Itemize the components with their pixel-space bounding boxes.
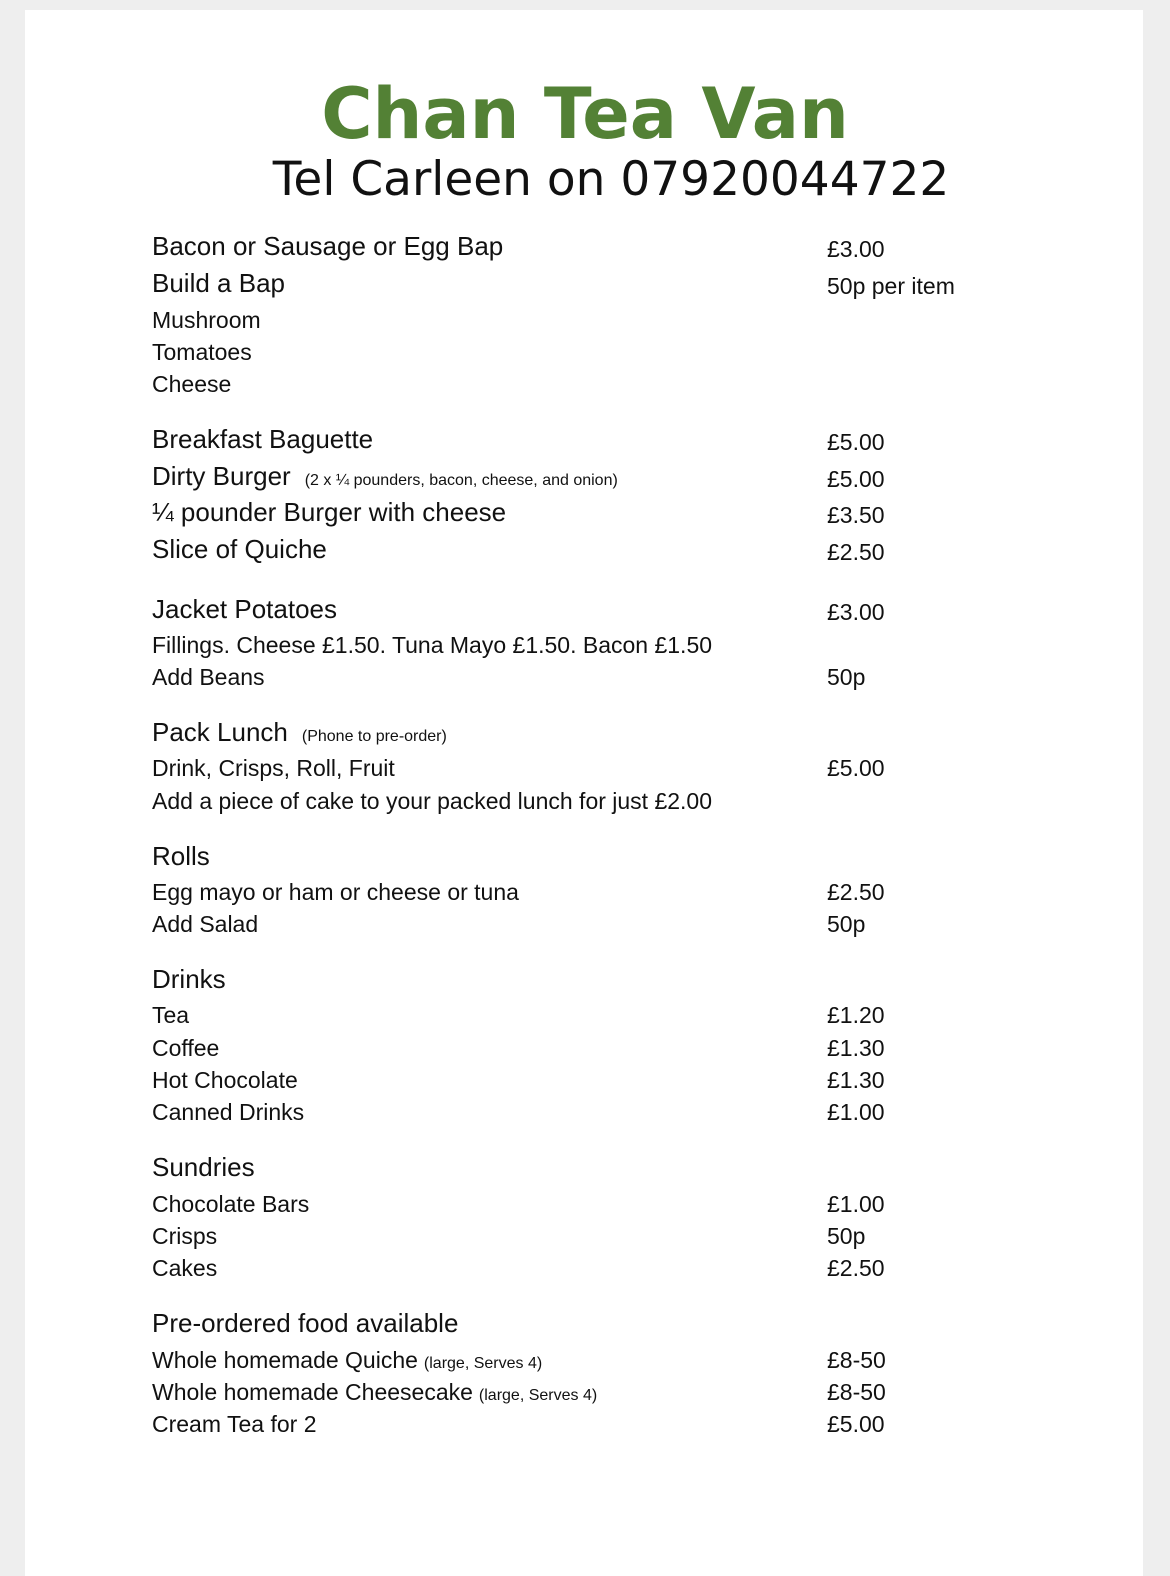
item-name: Coffee [152,1034,220,1061]
item-price: £1.00 [827,1098,885,1125]
menu-item [152,1219,1012,1249]
item-price: £3.50 [827,501,885,528]
item-name [152,718,447,748]
item-price: £3.00 [827,598,885,625]
item-note: (large, Serves 4) [478,1386,598,1404]
page-title: Chan Tea Van [321,73,849,155]
item-name: Drinks [152,964,226,995]
item-name: ¼ pounder Burger with cheese [152,497,507,528]
item-name: Rolls [152,841,210,872]
menu-item [152,1063,1012,1093]
menu-item [152,1031,1012,1061]
menu-item [152,425,1012,455]
menu-item [152,1407,1012,1437]
menu-item [152,269,1012,299]
item-name [152,462,618,492]
item-price: 50p [827,1222,866,1249]
item-price: £8-50 [827,1346,886,1373]
item-name-text: Dirty Burger [152,461,291,492]
item-name: Tomatoes [152,338,252,365]
item-price: £5.00 [827,1410,885,1437]
item-price: £8-50 [827,1378,886,1405]
menu-item [152,628,1012,658]
item-name: Cakes [152,1254,218,1281]
menu-item [152,1343,1012,1373]
item-price: £1.20 [827,1001,885,1028]
item-price: 50p [827,663,866,690]
item-name: Add a piece of cake to your packed lunch for just £2.00 [152,787,713,814]
item-name: Add Salad [152,910,259,937]
item-price: £2.50 [827,878,885,905]
menu-section-heading [152,1309,1012,1339]
menu-item [152,751,1012,781]
item-name: Tea [152,1001,190,1028]
menu-section-heading [152,965,1012,995]
item-name: Drink, Crisps, Roll, Fruit [152,754,395,781]
menu-item [152,335,1012,365]
item-price: £1.30 [827,1034,885,1061]
item-name: Egg mayo or ham or cheese or tuna [152,878,519,905]
item-note: (Phone to pre-order) [301,728,447,746]
item-price: £5.00 [827,465,885,492]
item-name: Jacket Potatoes [152,594,337,625]
menu-section-heading [152,842,1012,872]
menu-item [152,1251,1012,1281]
menu-item [152,907,1012,937]
item-name: Slice of Quiche [152,534,327,565]
item-price: £1.30 [827,1066,885,1093]
item-name-text: Whole homemade Quiche [152,1346,418,1373]
menu-item [152,232,1012,262]
menu-item [152,498,1012,528]
menu-item [152,784,1012,814]
item-price: £3.00 [827,235,885,262]
menu-item [152,660,1012,690]
item-price: £2.50 [827,1254,885,1281]
item-name-text: Whole homemade Cheesecake [152,1378,473,1405]
item-name: Fillings. Cheese £1.50. Tuna Mayo £1.50. Bacon £1.50 [152,631,713,658]
item-name: Sundries [152,1152,255,1183]
item-name: Breakfast Baguette [152,424,374,455]
item-price: £1.00 [827,1190,885,1217]
item-name: Cream Tea for 2 [152,1410,317,1437]
menu-item [152,1375,1012,1405]
item-name: Chocolate Bars [152,1190,310,1217]
menu-section-heading [152,718,1012,748]
item-name: Mushroom [152,306,261,333]
item-name: Add Beans [152,663,265,690]
menu-item [152,367,1012,397]
item-note: (large, Serves 4) [423,1354,543,1372]
menu-item [152,998,1012,1028]
menu-item [152,462,1012,492]
phone-line: Tel Carleen on 07920044722 [272,152,950,207]
item-price: 50p [827,910,866,937]
item-name [152,1347,542,1373]
item-name: Crisps [152,1222,218,1249]
menu-item [152,1095,1012,1125]
item-name-text: Pack Lunch [152,717,288,748]
menu-item [152,535,1012,565]
item-note: (2 x ¼ pounders, bacon, cheese, and onion) [304,472,618,490]
menu-item [152,303,1012,333]
item-price: £2.50 [827,538,885,565]
item-price: 50p per item [827,272,955,299]
item-name: Hot Chocolate [152,1066,298,1093]
item-price: £5.00 [827,428,885,455]
menu-section-heading [152,1153,1012,1183]
item-name: Canned Drinks [152,1098,305,1125]
menu-item [152,595,1012,625]
item-name: Build a Bap [152,268,285,299]
item-name: Cheese [152,370,232,397]
item-price: £5.00 [827,754,885,781]
item-name: Bacon or Sausage or Egg Bap [152,231,504,262]
item-name [152,1379,597,1405]
menu-item [152,1187,1012,1217]
menu-item [152,875,1012,905]
item-name: Pre-ordered food available [152,1308,459,1339]
